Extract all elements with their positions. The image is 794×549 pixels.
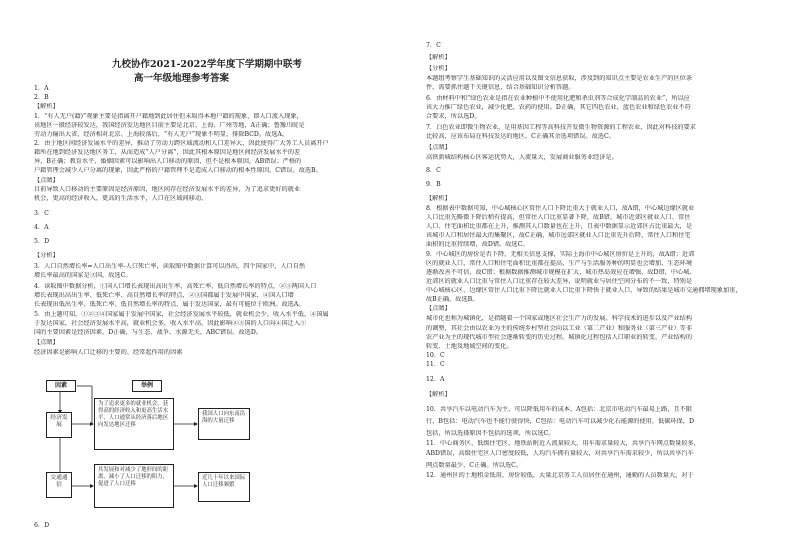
diagram-connectors (44, 372, 314, 522)
text-line: 故B正确。故选B。 (426, 296, 479, 303)
text-line: 4．A (34, 224, 49, 231)
text-line: 9．B (426, 181, 441, 188)
text-line: 【点睛】 (34, 177, 59, 184)
diagram-transport-desc: 其发展和对减少了地形间的距离，减小了人口迁移的阻力，促进了人口迁移 (94, 464, 174, 508)
text-line: 1．“有人无户(籍)”观象主要是指离开户籍地到此居住但未取得本地户籍的现象，即人口流入现象， (34, 113, 303, 120)
text-line: ABD错误，高级住宅区人口密度较低，人均汽车拥有量较大，对共享汽车需求较少，所以共享汽车 (426, 450, 694, 457)
text-line: 8．根据表中数据可知，中心城核心区常住人口下降比重大于就业人口，故A错，中心城边缘区就业 (426, 205, 695, 212)
text-line: 12．通州区的土地租金低用，房价较低，大量北京务工人员居住在通州，通勤的人员数量大，对于 (426, 472, 694, 479)
text-line: 国的主要因素是经济因素，D正确，与生态、战争、水源无关，ABC错误。故选D。 (34, 329, 262, 336)
text-line: 【分析】 (34, 252, 59, 259)
text-line: 该城市人口和居住最大的集聚区，故C正确，城市远郊区就业人口比重先升后降，常住人口和住宅 (426, 232, 691, 239)
text-line: 增长表现出高出生率、低死亡率、高自然增长率的特点，②③国都属于发展中国家，④国人口增 (34, 292, 294, 299)
text-line: 籍所在地到经济发达地区务工，从而造成“人户分离”，因此其根本原因是地区间经济发展水平的差 (34, 149, 301, 156)
migration-factor-diagram (44, 372, 314, 522)
text-line: 高铁新城结构核心区客运优势大，人流量大，发展商业服务业经济是。 (426, 154, 618, 161)
text-line: 长表现出低出生率、低死亡率、低自然增长率的特点，属于发达国家，最有可能位于欧洲。故选A。 (34, 301, 305, 308)
text-line: 12．A (426, 376, 445, 383)
text-line: 7．C (426, 42, 441, 49)
text-line: 11．C (426, 361, 445, 368)
text-line: 11．中心商务区、低级住宅区、地铁站附近人流量较大，用车需求量较大，共享汽车网点数量较多， (426, 440, 700, 447)
text-line: 该地区一般经济较发达，我国经济发达地区目前主要是北京、上海、广州等地，A正确；鲁豫川皖是 (34, 122, 305, 129)
text-line: 目前导致人口移动的主要原因是经济原因，地区间存在经济发展水平的差异，为了追求更好的就业 (34, 186, 301, 193)
diagram-transport-example: 近几十年以来国际人口迁移频繁 (198, 472, 250, 502)
text-line: 行，B包括：电动汽车也不能行驶得快，C包括：电动汽车可以减少化石能源的使用，低碳环保，D (426, 418, 694, 425)
text-line: 人口比重先略微下降后稍有提高，但常住人口比重显著下降，故B错，城市近郊区就业人口、常住 (426, 214, 691, 221)
text-line: 9．中心城区的房价是否下降，无相关信息支撑，实际上海市中心城区房价是上升的，故A错；近郊 (426, 251, 695, 258)
text-line: 【解析】 (426, 54, 451, 61)
text-line: 3．人口自然增长率=人口出生率-人口死亡率，读取图中数据计算可以得出，四个国家中，人口自然 (34, 263, 306, 270)
text-line: 机会，更高的经济收入，更高的生活水平，人口在区域间移动。 (34, 195, 208, 202)
text-line: 件，需要抓住题干关键信息，结合基础知识分析答题。 (426, 84, 575, 91)
text-line: 5．由上题可知，①②③④国家属于发展中国家，社会经济发展水平较低，就业机会少，收入水平低，④国属 (34, 311, 329, 318)
text-line: 比较高，应该布局在科技发达的地区。C正确其余选项错误。故选C。 (426, 133, 615, 140)
diagram-header-example: 举例 (132, 380, 162, 392)
text-line: 的调整，其社会由以农业为主的传统乡村型社会向以工业（第二产业）和服务业（第三产业）等非 (426, 325, 693, 332)
text-line: 6．D (34, 522, 50, 529)
text-line: 人口、住宅面积比重都在上升，推测其人口数量也在上升，且表中数据显示近郊区占比重最大，是 (426, 223, 693, 230)
text-line: 区的就业人口、常住人口和住宅面积比重都在提高，生产与生活服务种的明显也会增加，生态环境 (426, 260, 693, 267)
diagram-factor-economy: 经济发展 (46, 412, 72, 438)
text-line: 逐渐改善不可信，故C错；根据数据推测城市规模在扩大，城市热岛效应在增强，故D错，中心城、 (426, 269, 696, 276)
diagram-header-factor: 因素 (46, 380, 76, 392)
text-line: 转变、土地及地域空间的变化。 (426, 343, 513, 350)
text-line: 10．共享汽车以电动汽车为主，可以降低用车的成本，A包括：北京市电动汽车最易上路，且不限 (426, 406, 693, 413)
text-line: 合要求，所以选D。 (426, 113, 481, 120)
diagram-factor-transport: 交通通信 (46, 472, 72, 498)
text-line: 3．C (34, 210, 49, 217)
text-line: 经济因素是影响人口迁移的主要的、经常起作用的因素 (34, 349, 183, 356)
text-line: 于发达国家，社会经济发展水平高，就业机会多，收入水平高，因此影响②③国的人口向④国迁入① (34, 320, 307, 327)
diagram-economy-desc: 为了追求更多的就业机会，获得高的经济收入和更高生活水平，人口通常从经济落后地区向发达地区迁移 (94, 398, 174, 450)
text-line: 2．B (34, 94, 49, 101)
text-line: 面积的比重持续增，故D错。故选C。 (426, 241, 529, 248)
text-line: 6．由材料中和“绿色农业是指在农业种植中不使用化肥和杀虫剂等合成化学制品的农业”，所以应 (426, 95, 690, 102)
text-line: 【点睛】 (426, 305, 451, 312)
text-line: 农产业为主的现代城市型社会逐渐转变的历史过程。城镇化过程包括人口职业的转变、产业结构的 (426, 334, 693, 341)
text-line: 2．由于地区间经济发展水平的差异，推动了劳动力跨区域流动和人口差异大，因此使得广大务工人员离开户 (34, 140, 329, 147)
text-line: 包括，所以选择原因不包括的选项，所以选C。 (426, 430, 555, 437)
diagram-economy-example: 我国人口向东南沿海的大量迁移 (198, 408, 250, 440)
text-line: 劳动力输出大省，经济相对北京、上海较落后，“有人无户”现象不明显，排除BCD。故选A。 (34, 131, 289, 138)
text-line: 8．C (426, 167, 441, 174)
text-line: 【解析】 (426, 195, 451, 202)
text-line: 网点数量最少，C正确。所以选C。 (426, 462, 523, 469)
text-line: 户籍管理会减少人户分离的现象，因此严格的户籍管理不是造成人口移动的根本性原因，C错误。故选B。 (34, 167, 322, 174)
text-line: 【解析】 (34, 103, 59, 110)
text-line: 7．白色农业即微生物农业，是用基因工程等高科技开发微生物资源的工程农业，因此对科技的要求 (426, 124, 696, 131)
text-line: 【解析】 (426, 391, 451, 398)
text-line: 10．C (426, 352, 445, 359)
text-line: 增长率最高的国家是③国，故选C。 (34, 272, 132, 279)
document-subtitle: 高一年级地理参考答案 (134, 73, 230, 84)
text-line: 【分析】 (426, 65, 451, 72)
text-line: 近郊区的就业人口比重与常住人口比重存在较大差异，说明就业与居住空间分布的不一致，特别是 (426, 278, 693, 285)
text-line: 城市化也称为城镇化，是指随着一个国家或地区社会生产力的发展、科学技术的进步以及产业结构 (426, 315, 693, 322)
text-line: 异，B正确；教育水平、婚姻因素可以影响出人口移动的原因，但不是根本原因，AB错误；严格的 (34, 158, 302, 165)
text-line: 【点睛】 (34, 339, 59, 346)
text-line: 5．D (34, 238, 50, 245)
text-line: 本题组考察学生基础知识的灵活应用以及图文信息获取，涉及到的知识点主要是农业生产的区位条 (426, 75, 693, 82)
text-line: 中心城核心区、边缘区常住人口比重下降比就业人口比重下降快于就业人口，导致的结果是城市交通拥堵现象加重， (426, 287, 742, 294)
document-title: 九校协作2021-2022学年度下学期期中联考 (112, 59, 302, 70)
text-line: 该大力推广绿色农业，减少化肥、农药的使用。D正确，其它四色农业、蓝色农业和绿色农业不符 (426, 104, 691, 111)
text-line: 【点睛】 (426, 144, 451, 151)
text-line: 4．读取图中数据分析，①国人口增长表现出高出生率、高死亡率，低自然增长率的特点，②③两国人口 (34, 283, 317, 290)
text-line: 1．A (34, 85, 49, 92)
